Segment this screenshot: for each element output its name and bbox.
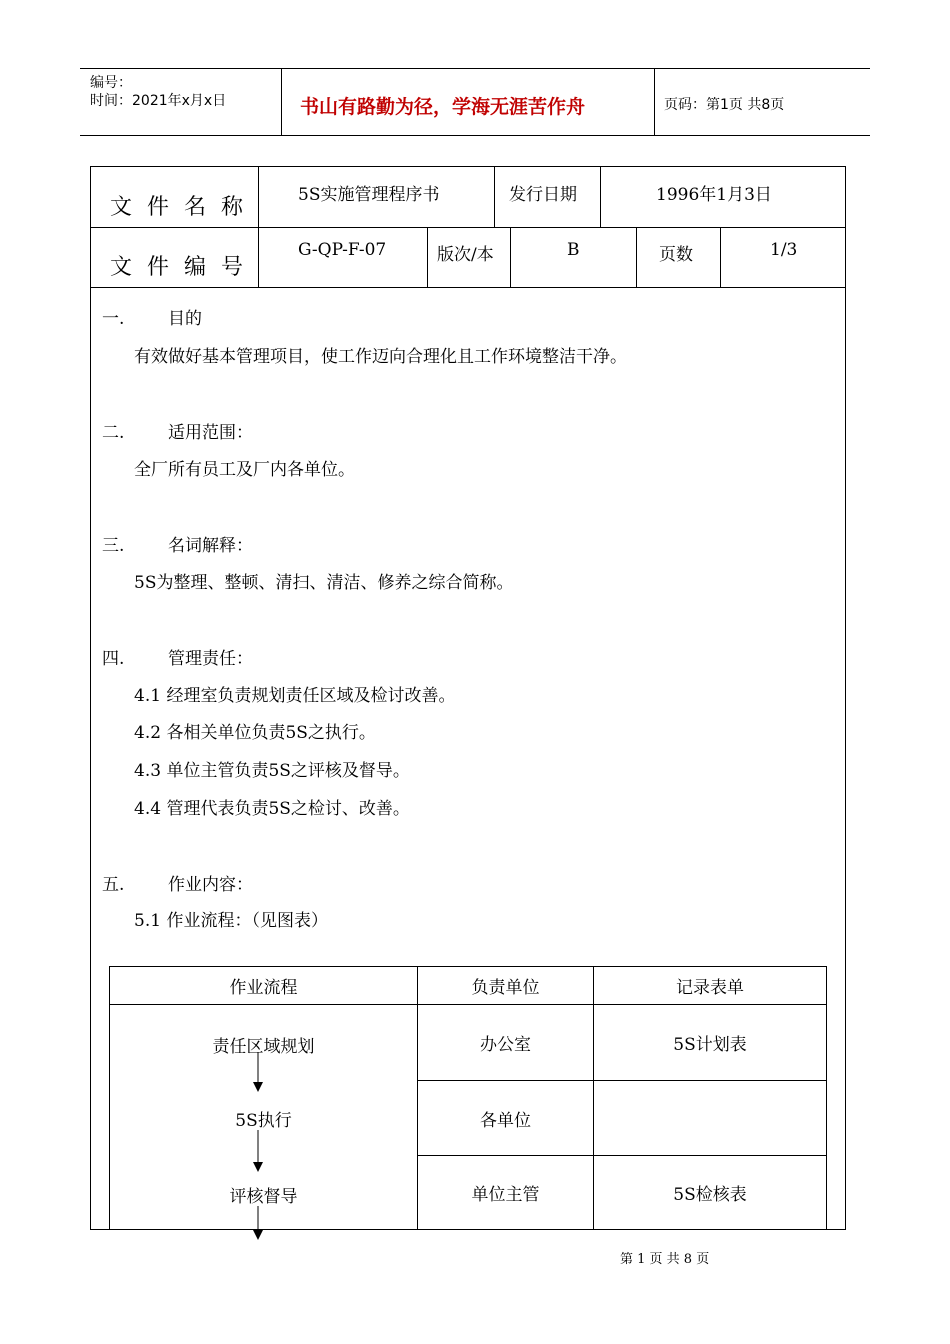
file-no-label: 文 件 编 号: [110, 255, 247, 280]
section-number: 三.: [102, 536, 125, 556]
version-label: 版次/本: [437, 245, 494, 265]
file-name-value: 5S实施管理程序书: [298, 185, 440, 205]
flow-step: 5S执行: [235, 1110, 292, 1131]
section-number: 五.: [102, 875, 125, 895]
responsible-unit: 单位主管: [471, 1185, 540, 1205]
record-form: 5S检核表: [673, 1185, 747, 1205]
motto-slogan: 书山有路勤为径，学海无涯苦作舟: [300, 96, 586, 118]
flow-arrow-icon: [252, 1052, 264, 1094]
pages-value: 1/3: [770, 240, 798, 260]
section-title: 作业内容：: [168, 875, 253, 895]
section-number: 四.: [102, 649, 125, 669]
responsible-unit: 各单位: [480, 1110, 531, 1131]
version-value: B: [567, 240, 580, 260]
section-subitem: 5.1 作业流程：（见图表）: [134, 911, 328, 931]
responsibility-item: 4.3 单位主管负责5S之评核及督导。: [134, 761, 410, 781]
page-footer: 第 1 页 共 8 页: [620, 1252, 710, 1267]
section-body: 有效做好基本管理项目，使工作迈向合理化且工作环境整洁干净。: [134, 347, 627, 367]
column-header: 记录表单: [676, 978, 744, 998]
file-name-label: 文 件 名 称: [110, 195, 247, 220]
responsibility-item: 4.2 各相关单位负责5S之执行。: [134, 723, 376, 743]
section-title: 管理责任：: [168, 649, 253, 669]
section-body: 全厂所有员工及厂内各单位。: [134, 460, 355, 480]
section-number: 二.: [102, 423, 125, 443]
responsible-unit: 办公室: [480, 1035, 531, 1055]
section-title: 目的: [168, 309, 202, 329]
column-header: 负责单位: [471, 978, 540, 998]
responsibility-item: 4.4 管理代表负责5S之检讨、改善。: [134, 799, 410, 819]
section-title: 适用范围：: [168, 423, 253, 443]
document-number-label: 编号：: [90, 75, 132, 91]
pages-label: 页数: [659, 245, 693, 265]
flow-arrow-icon: [252, 1206, 264, 1242]
file-no-value: G-QP-F-07: [298, 240, 387, 260]
flow-arrow-icon: [252, 1130, 264, 1174]
section-title: 名词解释：: [168, 536, 253, 556]
page-code: 页码：第1页 共8页: [664, 97, 785, 113]
flow-step: 评核督导: [229, 1186, 298, 1207]
responsibility-item: 4.1 经理室负责规划责任区域及检讨改善。: [134, 686, 456, 706]
record-form: 5S计划表: [673, 1035, 747, 1055]
issue-date-value: 1996年1月3日: [656, 185, 772, 205]
flow-step: 责任区域规划: [212, 1036, 315, 1057]
section-body: 5S为整理、整顿、清扫、清洁、修养之综合简称。: [134, 573, 514, 593]
column-header: 作业流程: [229, 978, 298, 998]
issue-date-label: 发行日期: [509, 185, 577, 205]
section-number: 一.: [102, 309, 125, 329]
record-form: [594, 1081, 826, 1155]
document-time: 时间：2021年x月x日: [90, 93, 227, 109]
